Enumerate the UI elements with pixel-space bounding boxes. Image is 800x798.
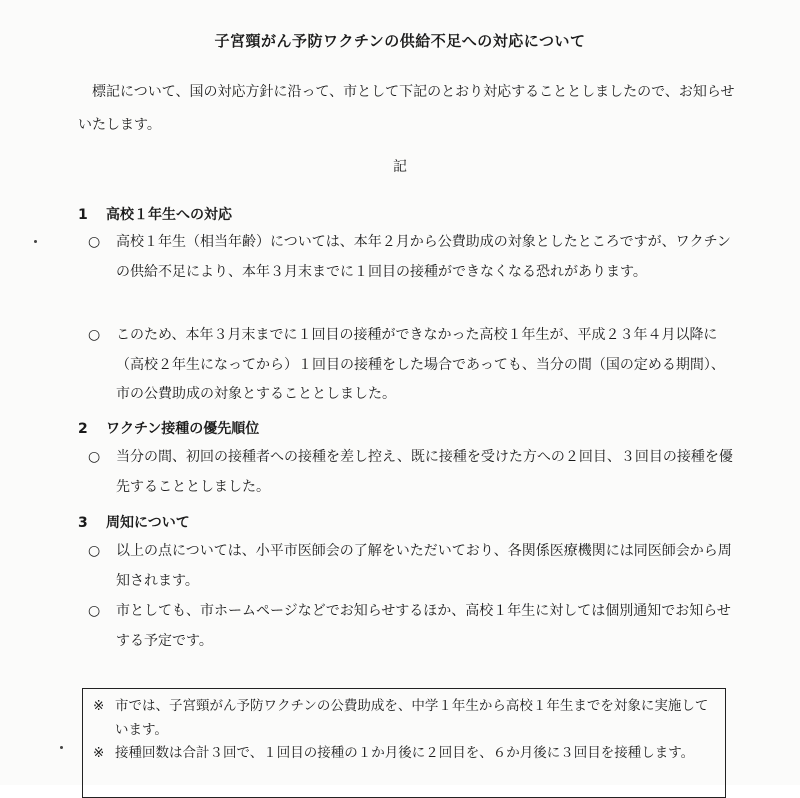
list-item <box>88 537 738 596</box>
intro-paragraph: 標記について、国の対応方針に沿って、市として下記のとおり対応することとしましたので、お知らせいたします。 <box>78 84 735 133</box>
list-item <box>88 228 738 287</box>
list-item <box>88 597 738 656</box>
section-number: 2 <box>78 421 88 437</box>
section-title: ワクチン接種の優先順位 <box>106 421 260 437</box>
item-text: 高校１年生（相当年齢）については、本年２月から公費助成の対象としたところですが、ワクチンの供給不足により、本年３月末までに１回目の接種ができなくなる恐れがあります。 <box>116 234 731 280</box>
section-number: 3 <box>78 515 88 531</box>
scan-speck <box>34 240 37 243</box>
circle-bullet-icon: ○ <box>88 234 101 250</box>
document-title: 子宮頸がん予防ワクチンの供給不足への対応について <box>214 32 586 50</box>
item-text: このため、本年３月末までに１回目の接種ができなかった高校１年生が、平成２３年４月以降に（高校２年生になってから）１回目の接種をした場合であっても、当分の間（国の定める期間）、市の公費助成の対象とすることとしました。 <box>116 327 725 402</box>
circle-bullet-icon: ○ <box>88 327 101 343</box>
item-text: 以上の点については、小平市医師会の了解をいただいており、各関係医療機関には同医師会から周知されます。 <box>116 543 732 589</box>
scan-speck <box>60 746 63 749</box>
note-item <box>93 695 715 742</box>
section-number: 1 <box>78 207 88 223</box>
section-title: 周知について <box>106 515 190 531</box>
list-item <box>88 443 738 502</box>
note-box <box>82 688 726 798</box>
note-text: 市では、子宮頸がん予防ワクチンの公費助成を、中学１年生から高校１年生までを対象に実施しています。 <box>115 698 709 738</box>
note-text: 接種回数は合計３回で、１回目の接種の１か月後に２回目を、６か月後に３回目を接種します。 <box>115 745 695 761</box>
section-2-heading <box>78 418 259 438</box>
section-title: 高校１年生への対応 <box>106 207 232 223</box>
list-item <box>88 321 738 410</box>
item-text: 当分の間、初回の接種者への接種を差し控え、既に接種を受けた方への２回目、３回目の接種を優先することとしました。 <box>116 449 733 495</box>
section-3-heading <box>78 512 190 532</box>
item-text: 市としても、市ホームページなどでお知らせするほか、高校１年生に対しては個別通知でお知らせする予定です。 <box>116 603 731 649</box>
ki-heading: 記 <box>393 159 407 175</box>
circle-bullet-icon: ○ <box>88 449 101 465</box>
section-1-heading <box>78 204 232 224</box>
reference-mark-icon: ※ <box>93 745 105 761</box>
note-item <box>93 742 715 766</box>
reference-mark-icon: ※ <box>93 698 105 714</box>
circle-bullet-icon: ○ <box>88 543 101 559</box>
circle-bullet-icon: ○ <box>88 603 101 619</box>
